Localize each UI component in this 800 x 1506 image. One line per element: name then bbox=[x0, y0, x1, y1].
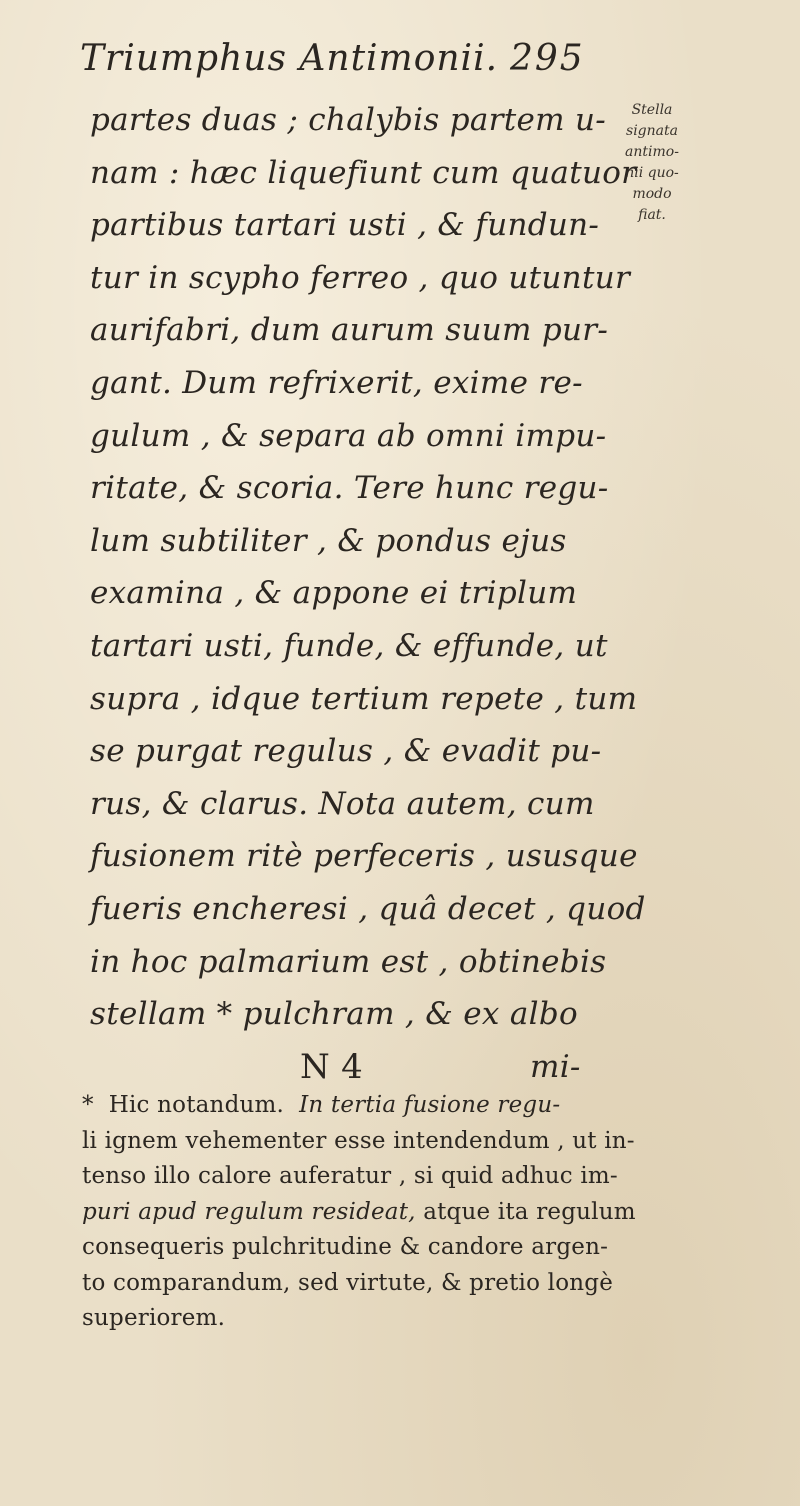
catchword: mi- bbox=[530, 1048, 581, 1085]
footnote-lead bbox=[101, 1092, 291, 1118]
footnote-italic: puri apud regulum resideat, bbox=[82, 1198, 416, 1225]
signature-mark: N 4 bbox=[300, 1046, 364, 1087]
margin-note-line: modo bbox=[632, 186, 672, 202]
footnote-italic: In tertia fusione regu- bbox=[299, 1092, 561, 1118]
text-line: se purgat regulus , & evadit pu- bbox=[90, 733, 602, 770]
margin-note-line: fiat. bbox=[638, 207, 666, 223]
footnote-line: tenso illo calore auferatur , si quid adhuc im- bbox=[82, 1163, 618, 1189]
margin-note-line: nii quo- bbox=[625, 165, 679, 181]
text-line: in hoc palmarium est , obtinebis bbox=[90, 943, 607, 980]
text-line: fusionem ritè perfeceris , ususque bbox=[90, 838, 638, 875]
footnote-line: consequeris pulchritudine & candore argen- bbox=[82, 1234, 609, 1260]
text-line: partes duas ; chalybis partem u- bbox=[90, 102, 607, 138]
text-line: tur in scypho ferreo , quo utuntur bbox=[90, 259, 631, 296]
margin-note-line: Stella bbox=[631, 102, 673, 118]
text-line: gulum , & separa ab omni impu- bbox=[90, 417, 607, 454]
margin-note-line: signata bbox=[626, 123, 678, 139]
text-line: fueris encheresi , quâ decet , quod bbox=[90, 890, 646, 927]
text-line: gant. Dum refrixerit, exime re- bbox=[90, 364, 583, 401]
footnote bbox=[82, 1088, 722, 1337]
footnote-line bbox=[82, 1088, 722, 1124]
footnote-star: * bbox=[82, 1092, 94, 1118]
footnote-roman: atque ita regulum bbox=[415, 1198, 636, 1225]
footnote-lead-text: Hic notandum. bbox=[108, 1092, 285, 1118]
text-line: ritate, & scoria. Tere hunc regu- bbox=[90, 470, 609, 507]
running-header bbox=[80, 30, 640, 86]
text-line: supra , idque tertium repete , tum bbox=[90, 680, 638, 717]
text-line: lum subtiliter , & pondus ejus bbox=[90, 522, 567, 559]
text-line: partibus tartari usti , & fundun- bbox=[90, 207, 600, 244]
margin-note-line: antimo- bbox=[625, 144, 679, 160]
signature-line bbox=[90, 1041, 610, 1094]
text-line: rus, & clarus. Nota autem, cum bbox=[90, 785, 595, 822]
text-line: stellam * pulchram , & ex albo bbox=[90, 996, 578, 1033]
footnote-line bbox=[82, 1195, 722, 1231]
footnote-line: superiorem. bbox=[82, 1305, 226, 1331]
main-text-block bbox=[90, 94, 646, 1093]
running-title: Triumphus Antimonii. bbox=[80, 38, 499, 79]
text-line: nam : hæc liquefiunt cum quatuor bbox=[90, 154, 637, 191]
footnote-line: li ignem vehementer esse intendendum , ut in- bbox=[82, 1127, 635, 1154]
page-number: 295 bbox=[510, 38, 585, 79]
footnote-line: to comparandum, sed virtute, & pretio longè bbox=[82, 1269, 614, 1296]
text-line: examina , & appone ei triplum bbox=[90, 575, 578, 612]
text-line: aurifabri, dum aurum suum pur- bbox=[90, 312, 609, 349]
text-line: tartari usti, funde, & effunde, ut bbox=[90, 627, 608, 664]
